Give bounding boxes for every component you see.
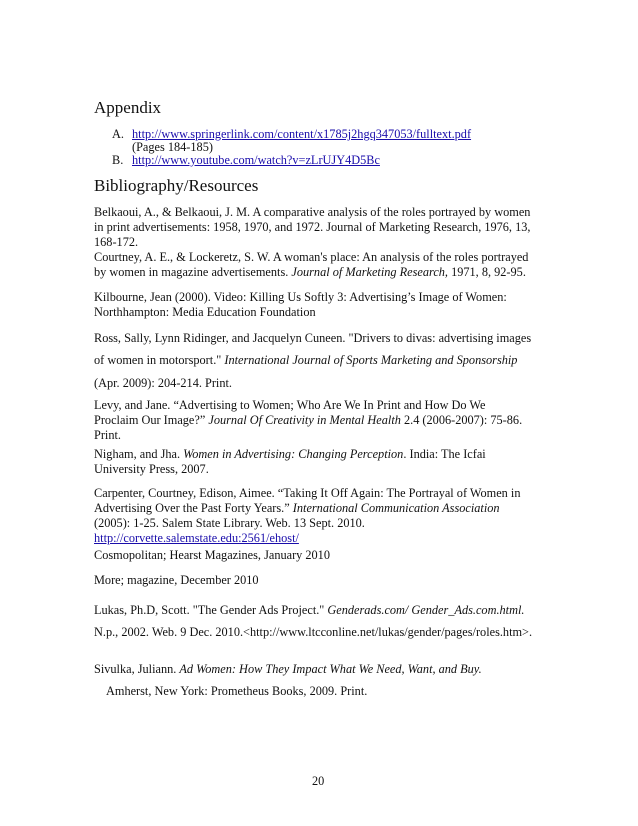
bib-entry-3-line-2: Northhampton: Media Education Foundation bbox=[94, 305, 316, 319]
appendix-item-b bbox=[112, 153, 380, 168]
bib-entry-6-line-1 bbox=[94, 447, 486, 462]
bib-entry-10-line-1 bbox=[94, 603, 524, 618]
bib-entry-7-text: Advertising Over the Past Forty Years.” bbox=[94, 501, 293, 515]
bib-entry-4-text: of women in motorsport." bbox=[94, 353, 225, 367]
bib-entry-2-line-2 bbox=[94, 265, 528, 280]
bib-entry-4-line-2 bbox=[94, 353, 517, 368]
bib-entry-6-publisher: . India: The Icfai bbox=[403, 447, 486, 461]
bib-entry-5-journal: Journal Of Creativity in Mental Health bbox=[208, 413, 401, 427]
bib-entry-10-text: Lukas, Ph.D, Scott. "The Gender Ads Project." bbox=[94, 603, 328, 617]
bib-entry-7-line-2 bbox=[94, 501, 520, 516]
bib-entry-7-line-3: (2005): 1-25. Salem State Library. Web. 13 Sept. 2010. bbox=[94, 516, 365, 530]
appendix-item-a-marker: A. bbox=[112, 127, 124, 141]
bib-entry-2-text: by women in magazine advertisements. bbox=[94, 265, 292, 279]
bib-entry-7-link[interactable]: http://corvette.salemstate.edu:2561/ehost/ bbox=[94, 531, 299, 545]
bib-entry-5-line-3: Print. bbox=[94, 428, 121, 442]
appendix-item-b-link[interactable]: http://www.youtube.com/watch?v=zLrUJY4D5Bc bbox=[132, 153, 380, 167]
bib-entry-3 bbox=[94, 290, 507, 320]
bib-entry-2-line-1: Courtney, A. E., & Lockeretz, S. W. A woman's place: An analysis of the roles portrayed bbox=[94, 250, 529, 264]
bib-entry-1-line-1: Belkaoui, A., & Belkaoui, J. M. A comparative analysis of the roles portrayed by women bbox=[94, 205, 531, 219]
bib-entry-4-journal: International Journal of Sports Marketing and Sponsorship bbox=[224, 353, 518, 367]
appendix-item-a-link[interactable]: http://www.springerlink.com/content/x1785j2hgq347053/fulltext.pdf bbox=[132, 127, 472, 141]
bib-entry-1-line-2: in print advertisements: 1958, 1970, and 1972. Journal of Marketing Research, 1976, 13, bbox=[94, 220, 531, 234]
bib-entry-5-text: Proclaim Our Image?” bbox=[94, 413, 209, 427]
bib-entry-6-text: Nigham, and Jha. bbox=[94, 447, 184, 461]
bib-entry-9: More; magazine, December 2010 bbox=[94, 573, 259, 587]
bib-entry-6-title: Women in Advertising: Changing Perception bbox=[183, 447, 404, 461]
bib-entry-5 bbox=[94, 398, 522, 443]
bib-entry-2-journal: Journal of Marketing Research, bbox=[291, 265, 449, 279]
bib-entry-3-line-1: Kilbourne, Jean (2000). Video: Killing Us Softly 3: Advertising’s Image of Women: bbox=[94, 290, 507, 304]
bib-entry-1 bbox=[94, 205, 530, 250]
page-number: 20 bbox=[312, 774, 325, 788]
bib-entry-6 bbox=[94, 447, 486, 477]
bib-entry-2 bbox=[94, 250, 528, 280]
bib-entry-5-line-2 bbox=[94, 413, 522, 428]
bib-entry-4-line-3: (Apr. 2009): 204-214. Print. bbox=[94, 376, 232, 390]
bib-entry-4-line-1: Ross, Sally, Lynn Ridinger, and Jacquelyn Cuneen. "Drivers to divas: advertising images bbox=[94, 331, 532, 345]
bib-entry-11-line-1 bbox=[94, 662, 482, 677]
bib-entry-7 bbox=[94, 486, 520, 546]
bib-entry-5-line-1: Levy, and Jane. “Advertising to Women; Who Are We In Print and How Do We bbox=[94, 398, 486, 412]
appendix-item-b-marker: B. bbox=[112, 153, 124, 167]
bib-entry-5-volume: 2.4 (2006-2007): 75-86. bbox=[400, 413, 523, 427]
bib-entry-11-text: Sivulka, Juliann. bbox=[94, 662, 180, 676]
bib-entry-11-line-2: Amherst, New York: Prometheus Books, 2009. Print. bbox=[106, 684, 368, 698]
bib-entry-6-line-2: University Press, 2007. bbox=[94, 462, 209, 476]
appendix-heading: Appendix bbox=[94, 98, 162, 117]
bib-entry-1-line-3: 168-172. bbox=[94, 235, 139, 249]
bib-entry-10-website: Genderads.com/ Gender_Ads.com.html. bbox=[327, 603, 525, 617]
bib-entry-7-journal: International Communication Association bbox=[292, 501, 500, 515]
bib-entry-10-line-2: N.p., 2002. Web. 9 Dec. 2010.<http://www.ltcconline.net/lukas/gender/pages/roles.htm>. bbox=[94, 625, 533, 639]
bib-entry-2-volume: 1971, 8, 92-95. bbox=[448, 265, 526, 279]
bib-entry-7-line-1: Carpenter, Courtney, Edison, Aimee. “Taking It Off Again: The Portrayal of Women in bbox=[94, 486, 521, 500]
bibliography-heading: Bibliography/Resources bbox=[94, 176, 259, 195]
appendix-item-a-note: (Pages 184-185) bbox=[132, 140, 213, 154]
bib-entry-8: Cosmopolitan; Hearst Magazines, January 2010 bbox=[94, 548, 330, 562]
bib-entry-11-title: Ad Women: How They Impact What We Need, Want, and Buy. bbox=[179, 662, 482, 676]
